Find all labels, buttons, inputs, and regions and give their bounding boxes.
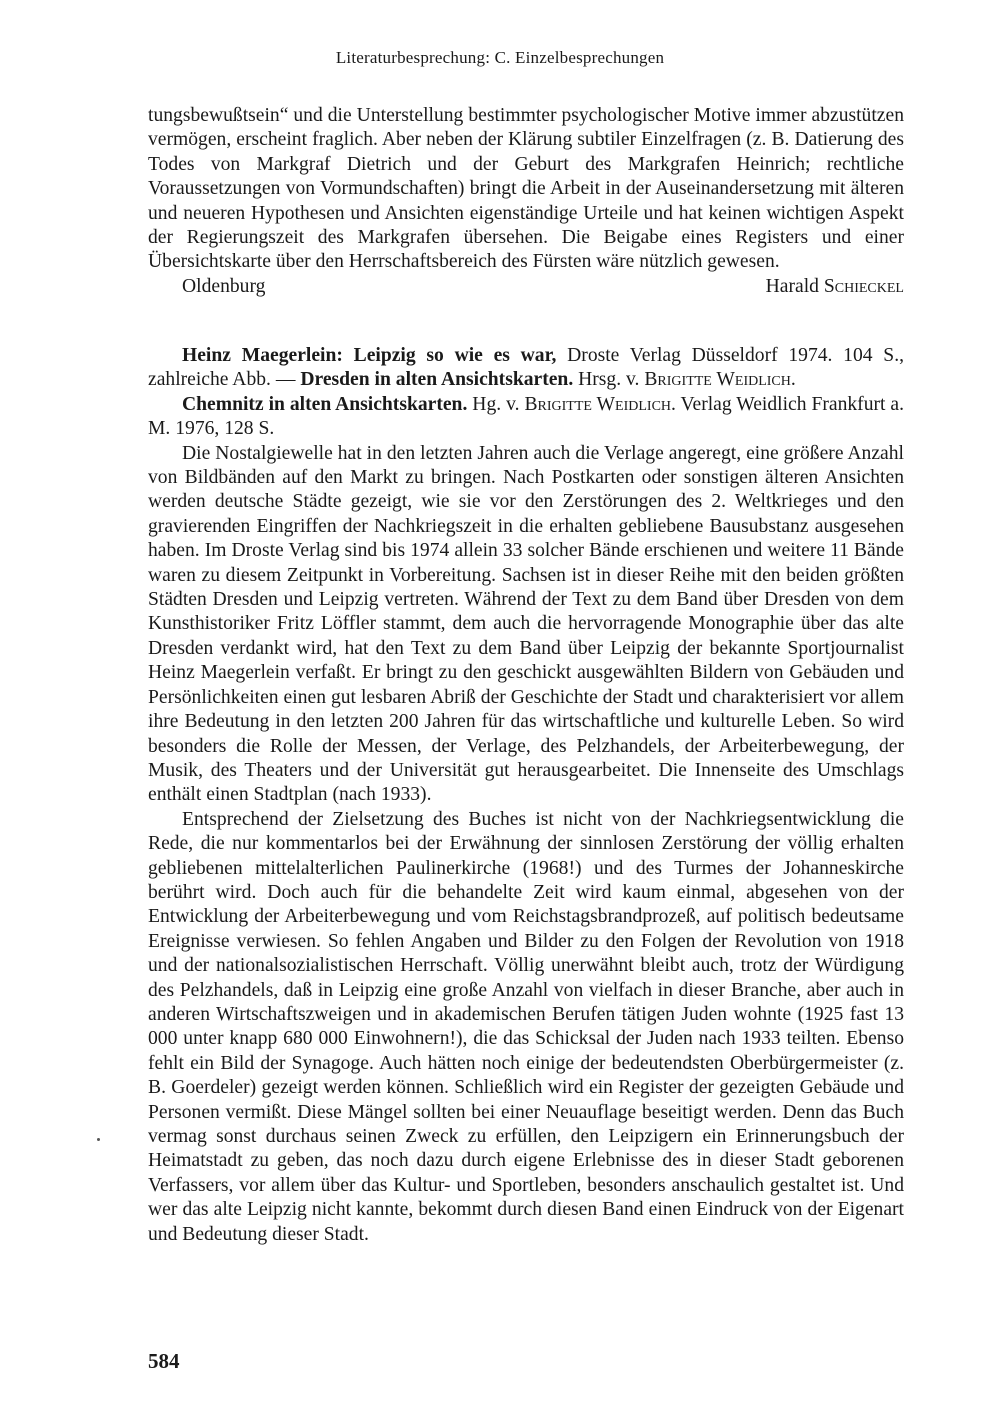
review-1-signature: [148, 275, 904, 299]
signature-reviewer: [766, 275, 904, 299]
signature-place: Oldenburg: [182, 275, 266, 297]
running-header: Literaturbesprechung: C. Einzelbesprechungen: [335, 48, 665, 67]
book-details-dresden-end: .: [790, 369, 796, 391]
review-2-paragraph-1: Die Nostalgiewelle hat in den letzten Jahren auch die Verlage angeregt, eine größere Anzahl von Bildbänden auf den Markt zu bringen. Nach Postkarten oder sonstigen älteren Ansichten werden deutsche Städte gezeigt, wie sie vor den Zerstörungen des 2. Weltkrieges und den gravierenden Eingriffen der Nachkriegszeit in die erhalten gebliebene Bausubstanz ausgesehen haben. Im Droste Verlag sind bis 1974 allein 33 solcher Bände erschienen und weitere 11 Bände waren zu diesem Zeitpunkt in Vorbereitung. Sachsen ist in dieser Reihe mit den beiden größten Städten Dresden und Leipzig vertreten. Während der Text zu dem Band über Dresden von dem Kunsthistoriker Fritz Löffler stammt, dem auch die hervorragende Monographie über das alte Dresden verdankt wird, hat den Text zu dem Band über Leipzig der bekannte Sportjournalist Heinz Maegerlein verfaßt. Er bringt zu den geschickt ausgewählten Bildern von Gebäuden und Persönlichkeiten einen gut lesbaren Abriß der Geschichte der Stadt und charakterisiert vor allem ihre Bedeutung in den letzten 200 Jahren für das wirtschaftliche und kulturelle Leben. So wird besonders die Rolle der Messen, der Verlage, des Pelzhandels, der Arbeiterbewegung, der Musik, des Theaters und der Universität gut herausgearbeitet. Die Innenseite des Umschlags enthält einen Stadtplan (nach 1933).: [148, 442, 904, 806]
review-2-bibliography-1: [148, 344, 904, 393]
page-number: 584: [148, 1349, 180, 1373]
book-title-dresden: Dresden in alten Ansichtskarten.: [300, 369, 574, 391]
review-1-conclusion: [148, 104, 904, 299]
review-2-bibliography-2: [148, 393, 904, 442]
reviewer-first-name: Harald: [765, 275, 819, 297]
book-title-leipzig: Heinz Maegerlein: Leipzig so wie es war,: [182, 345, 557, 366]
book-details-leipzig: Droste Verlag Düsseldorf 1974. 104 S., zahlreiche Abb. —: [148, 345, 904, 391]
reviewer-last-name: Schieckel: [823, 275, 904, 297]
book-details-chemnitz: Hg. v.: [467, 393, 525, 415]
editor-name-dresden: Brigitte Weidlich: [644, 369, 791, 391]
review-1-tail-paragraph: tungsbewußtsein“ und die Unterstellung bestimmter psychologischer Motive immer abzustützen vermögen, erscheint fraglich. Aber neben der Klärung subtiler Einzelfragen (z. B. Datierung des Todes von Markgraf Dietrich und der Geburt des Markgrafen Heinrich; rechtliche Voraussetzungen von Vormundschaften) bringt die Arbeit in der Auseinandersetzung mit älteren und neueren Hypothesen und Ansichten eigenständige Urteile und hat keinen wichtigen Aspekt der Regierungszeit des Markgrafen übersehen. Die Beigabe eines Registers und einer Übersichtskarte über den Herrschaftsbereich des Fürsten wäre nützlich gewesen.: [148, 105, 904, 273]
book-title-chemnitz: Chemnitz in alten Ansichtskarten.: [182, 393, 468, 415]
book-details-chemnitz-end: . Verlag Weidlich Frankfurt a. M. 1976, 128 S.: [148, 393, 904, 440]
review-2: [148, 344, 904, 1247]
review-2-paragraph-2: Entsprechend der Zielsetzung des Buches ist nicht von der Nachkriegsentwicklung die Rede, die nur kommentarlos bei der Erwähnung der sinnlosen Zerstörung der völlig erhalten gebliebenen mittelalterlichen Paulinerkirche (1968!) und des Turmes der Johanneskirche berührt wird. Doch auch für die behandelte Zeit wird kaum einmal, abgesehen von der Entwicklung der Arbeiterbewegung und vom Reichstagsbrandprozeß, auf politisch bedeutsame Ereignisse verwiesen. So fehlen Angaben und Bilder zu den Folgen der Revolution von 1918 und der nationalsozialistischen Herrschaft. Völlig unerwähnt bleibt auch, trotz der Würdigung des Pelzhandels, daß in Leipzig eine große Anzahl von vielfach in dieser Branche, aber auch in anderen Wirtschaftszweigen und in akademischen Berufen tätigen Juden wohnte (1925 fast 13 000 unter knapp 680 000 Einwohnern!), die das Schicksal der Juden nach 1933 teilten. Ebenso fehlt ein Bild der Synagoge. Auch hätten noch einige der bedeutendsten Oberbürgermeister (z. B. Goerdeler) gezeigt werden können. Schließlich wird ein Register der gezeigten Gebäude und Personen vermißt. Diese Mängel sollten bei einer Neuauflage beseitigt werden. Denn das Buch vermag sonst durchaus seinen Zweck zu erfüllen, den Leipzigern ein Erinnerungsbuch der Heimatstadt zu geben, das noch dazu durch eigene Erlebnisse des in dieser Stadt geborenen Verfassers, vor allem über das Kultur- und Sportleben, besonders anschaulich gestaltet ist. Und wer das alte Leipzig nicht kannte, bekommt durch diesen Band einen Eindruck von der Eigenart und Bedeutung dieser Stadt.: [148, 808, 904, 1245]
book-details-dresden: Hrsg. v.: [573, 369, 645, 391]
scan-speck: [97, 1138, 100, 1141]
editor-name-chemnitz: Brigitte Weidlich: [524, 393, 672, 415]
